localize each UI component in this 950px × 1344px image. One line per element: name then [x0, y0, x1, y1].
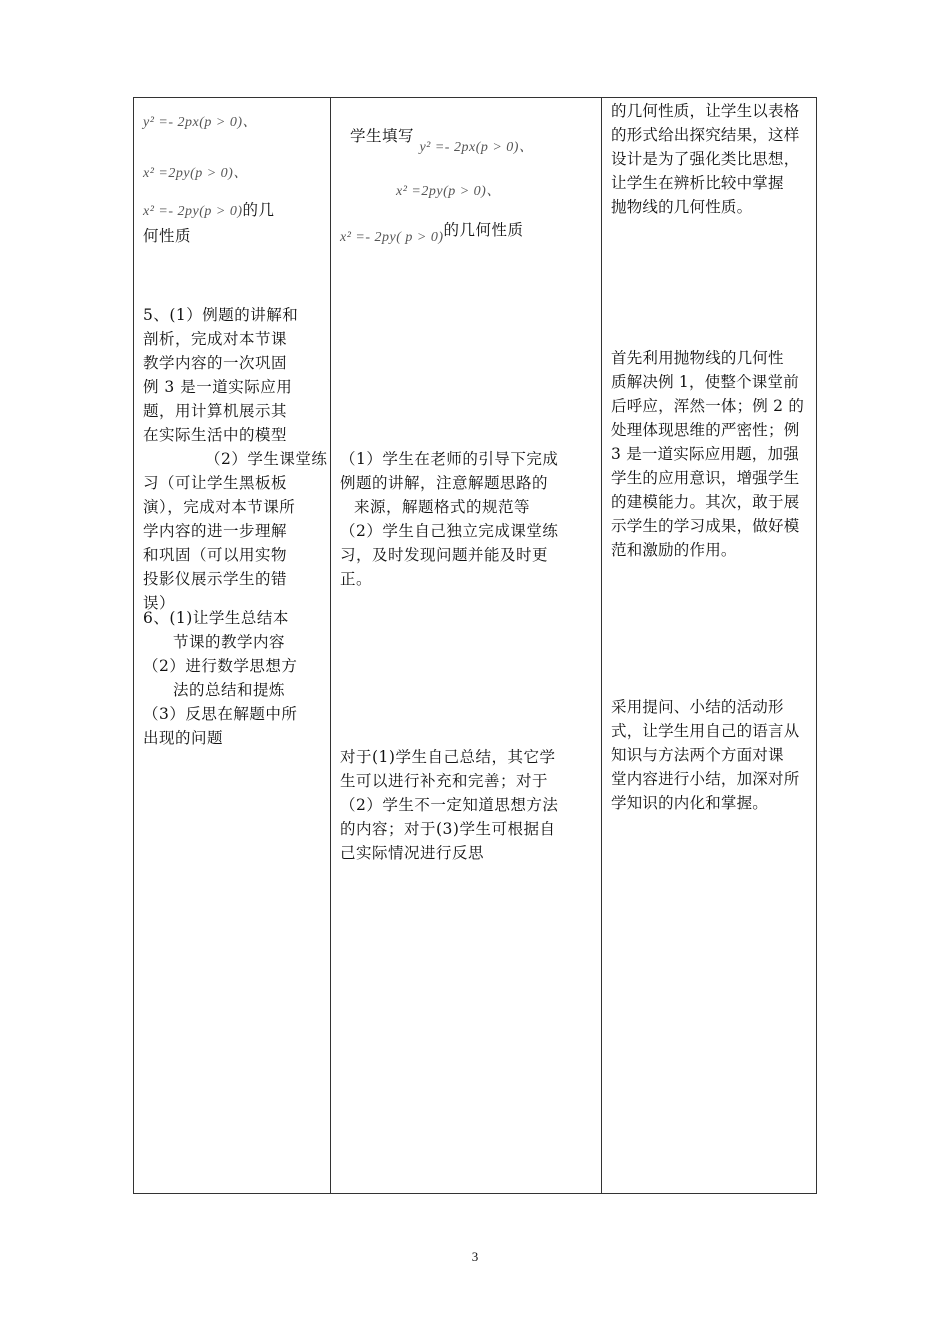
sec5-line: 和巩固（可以用实物 [143, 546, 288, 564]
col3-block3-line: 堂内容进行小结，加深对所 [611, 770, 800, 788]
sec5-line: 5、(1）例题的讲解和 [143, 306, 299, 324]
col3-block2-line: 处理体现思维的严密性；例 [611, 421, 800, 439]
col2-section-3 [340, 745, 598, 865]
col1-formula-3-cont: 何性质 [143, 227, 192, 245]
sec5-line: 误） [143, 594, 176, 612]
col3-block2-line: 示学生的学习成果，做好模 [611, 517, 800, 535]
col2-cell [340, 124, 598, 244]
sec5-line: （2）学生课堂练 [205, 450, 328, 468]
sec6-line: 节课的教学内容 [173, 633, 286, 651]
col3-block3-line: 采用提问、小结的活动形 [611, 698, 784, 716]
col3-block1-line: 让学生在辨析比较中掌握 [611, 174, 784, 192]
col3-block2-line: 后呼应，浑然一体；例 2 的 [611, 397, 805, 415]
col1-section-5 [143, 303, 328, 615]
sec5-line: 习（可让学生黑板板 [143, 474, 288, 492]
sec5-line: 投影仪展示学生的错 [143, 570, 288, 588]
sec5-line: 在实际生活中的模型 [143, 426, 288, 444]
sec5-line: 剖析，完成对本节课 [143, 330, 288, 348]
col2-fill-label: 学生填写 [350, 127, 415, 145]
col3-block1-line: 设计是为了强化类比思想， [611, 150, 800, 168]
col2-block2-line: 正。 [340, 570, 373, 588]
page-number: 3 [471, 1249, 479, 1264]
col2-block2-line: 来源，解题格式的规范等 [354, 498, 531, 516]
col1-cell [143, 110, 328, 248]
col2-block3-line: 对于(1)学生自己总结，其它学 [340, 748, 556, 766]
col3-block2-line: 范和激励的作用。 [611, 541, 737, 559]
col1-formula-2: x² =2py(p > 0)、 [143, 166, 248, 181]
col2-block2-line: 习，及时发现问题并能及时更 [340, 546, 549, 564]
column-divider-1 [330, 98, 331, 1193]
col2-formula-2: x² =2py(p > 0)、 [396, 184, 501, 199]
col2-block3-line: 己实际情况进行反思 [340, 844, 485, 862]
sec5-line: 教学内容的一次巩固 [143, 354, 288, 372]
sec5-line: 学内容的进一步理解 [143, 522, 288, 540]
col1-formula-3-line [143, 198, 328, 224]
col3-block3-line: 知识与方法两个方面对课 [611, 746, 784, 764]
col3-block2-line: 3 是一道实际应用题，加强 [611, 445, 799, 463]
col2-block2-line: （2）学生自己独立完成课堂练 [340, 522, 559, 540]
col3-section-1 [611, 99, 813, 219]
col1-formula-3-suffix: 的几 [242, 201, 275, 219]
col3-block1-line: 的几何性质，让学生以表格 [611, 102, 800, 120]
col3-block2-line: 首先利用抛物线的几何性 [611, 349, 784, 367]
sec6-line: 6、(1)让学生总结本 [143, 609, 289, 627]
sec5-line: 题，用计算机展示其 [143, 402, 288, 420]
col1-section-6 [143, 606, 328, 750]
col3-block2-line: 学生的应用意识，增强学生 [611, 469, 800, 487]
column-divider-2 [601, 98, 602, 1193]
col2-block3-line: （2）学生不一定知道思想方法 [340, 796, 559, 814]
col3-block3-line: 学知识的内化和掌握。 [611, 794, 769, 812]
col3-section-3 [611, 695, 813, 815]
col2-section-2 [340, 447, 598, 591]
col3-block1-line: 的形式给出探究结果，这样 [611, 126, 800, 144]
col1-formula-1: y² =- 2px(p > 0)、 [143, 115, 258, 130]
col2-formula-1: y² =- 2px(p > 0)、 [419, 140, 534, 155]
sec6-line: 出现的问题 [143, 729, 224, 747]
col1-formula-3: x² =- 2py(p > 0) [143, 204, 243, 219]
sec5-line: 演），完成对本节课所 [143, 498, 296, 516]
sec6-line: （2）进行数学思想方 [143, 657, 298, 675]
col3-block2-line: 质解决例 1，使整个课堂前 [611, 373, 799, 391]
col2-block2-line: 例题的讲解，注意解题思路的 [340, 474, 549, 492]
col2-block3-line: 生可以进行补充和完善；对于 [340, 772, 549, 790]
sec5-line: 例 3 是一道实际应用 [143, 378, 293, 396]
col2-block3-line: 的内容；对于(3)学生可根据自 [340, 820, 556, 838]
sec6-line: （3）反思在解题中所 [143, 705, 298, 723]
col3-block1-line: 抛物线的几何性质。 [611, 198, 753, 216]
col3-block3-line: 式，让学生用自己的语言从 [611, 722, 800, 740]
col2-formula-3-suffix: 的几何性质 [443, 221, 524, 239]
col3-section-2 [611, 346, 813, 562]
col2-block2-line: （1）学生在老师的引导下完成 [340, 450, 559, 468]
col2-fill-line [340, 124, 598, 155]
sec6-line: 法的总结和提炼 [173, 681, 286, 699]
col2-formula-3: x² =- 2py( p > 0) [340, 230, 444, 245]
col2-formula-3-line [340, 218, 598, 244]
col3-block2-line: 的建模能力。其次，敢于展 [611, 493, 800, 511]
